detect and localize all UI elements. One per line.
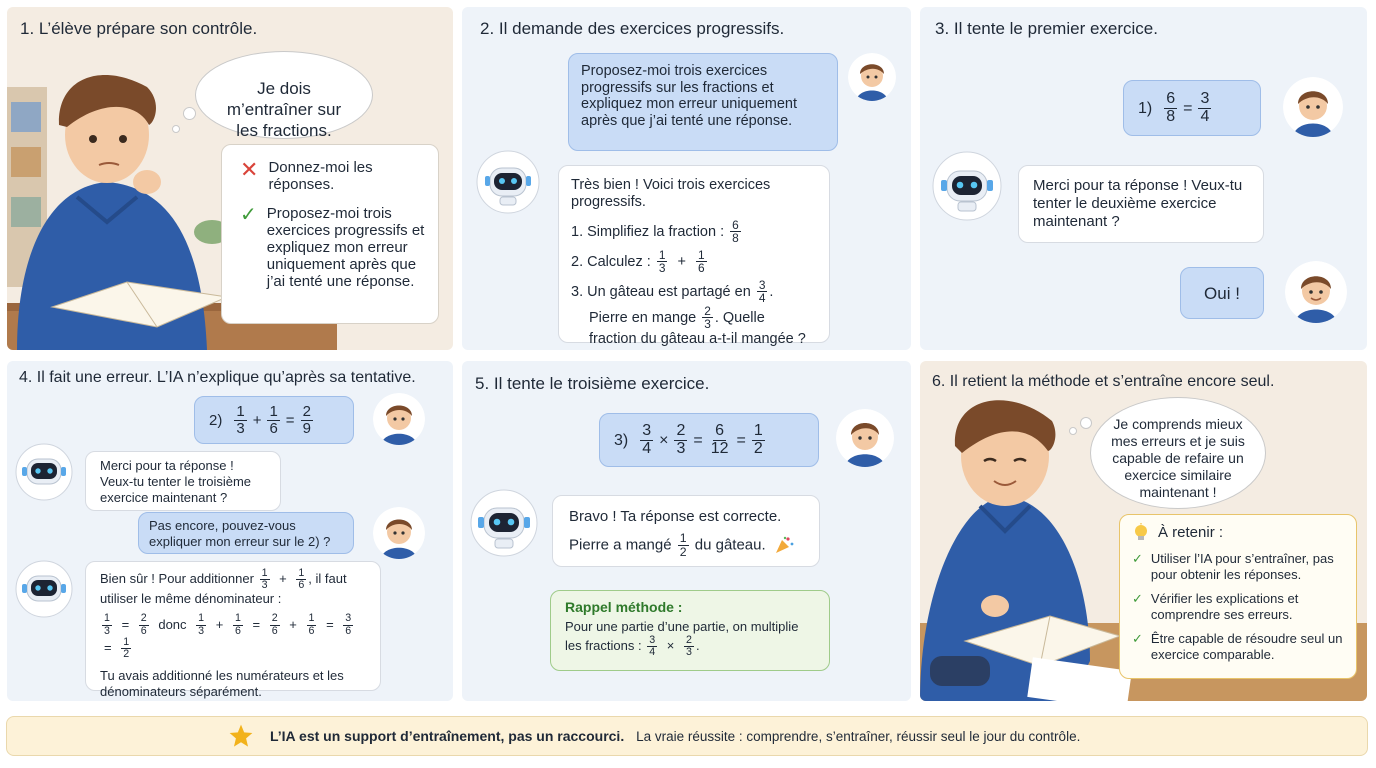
panel-4 [7,361,453,701]
user-yes-bubble [1180,267,1264,319]
check-icon: ✓ [1132,591,1143,606]
method-reminder-card [550,590,830,671]
plus-sign: + [279,571,287,587]
bad-prompt-text: Donnez-moi les réponses. [268,159,373,193]
equals-sign: = [1183,99,1193,117]
exercise-3-text: 3. Un gâteau est partagé en [571,283,751,300]
footer-rest: La vraie réussite : comprendre, s’entraîner, réussir seul le jour du contrôle. [636,729,1081,744]
panel-5 [462,361,911,701]
fraction: $\frac{1}{3}$ [198,612,205,637]
exercise-1-text: 1. Simplifiez la fraction : [571,223,725,240]
panel-2 [462,7,911,350]
exercise-label: 2) [209,411,223,429]
exercise-3-text-c: . Quelle [714,309,765,326]
fraction: $\frac{1}{6}$ [298,567,305,592]
panel-4-title: 4. Il fait une erreur. L’IA n’explique qu’après sa tentative. [19,369,416,386]
fraction: $\frac{1}{3}$ [104,612,110,637]
fraction: $\frac{3}{6}$ [345,612,352,637]
thought-text: Je dois m’entraîner sur les fractions. [226,79,342,140]
method-reminder-body: Pour une partie d’une partie, on multiplie les fractions : [565,619,799,654]
fraction: $\frac{3}{4}$ [1200,89,1210,125]
fraction: $\frac{1}{3}$ [261,567,268,592]
thought-dot [1069,427,1077,435]
method-reminder-text: Pour une partie d’une partie, on multiplie les fractions : $\frac{3}{4}$ × $\frac{2}{3}$ . [565,619,799,659]
remember-item [1132,551,1344,583]
remember-header [1132,523,1344,543]
fraction: $\frac{2}{6}$ [271,612,278,637]
cross-icon: ✕ [240,157,259,182]
fraction: $\frac{1}{6}$ [697,248,705,276]
user-request-bubble [568,53,838,151]
plus-sign: + [677,253,686,270]
thought-text: Je comprends mieux mes erreurs et je suis capable de refaire un exercice similaire maintenant ! [1111,416,1245,500]
good-prompt-text: Proposez-moi trois exercices progressifs et expliquez mon erreur uniquement après que j’ai tenté une réponse. [266,205,425,290]
equals-sign: = [252,616,261,632]
student-avatar [836,409,894,467]
plus-sign: + [252,411,262,429]
student-avatar [848,53,896,101]
user-question-bubble [138,512,354,554]
footer-text [270,728,1080,744]
panel-3 [920,7,1367,350]
fraction: $\frac{1}{2}$ [679,531,687,559]
times-sign: × [666,638,675,654]
remember-card [1119,514,1357,679]
fraction: $\frac{1}{6}$ [308,612,315,637]
ai-intro-text: Très bien ! Voici trois exercices progressifs. [571,177,771,210]
result-text: Pierre a mangé [569,536,672,554]
thought-dot [183,107,196,120]
star-icon [228,723,254,749]
fraction: $\frac{1}{6}$ [234,612,241,637]
student-avatar [1285,261,1347,323]
panel-6-title: 6. Il retient la méthode et s’entraîne encore seul. [932,373,1275,390]
hand [981,595,1009,617]
fraction: $\frac{3}{4}$ [758,278,766,306]
remember-item-text: Vérifier les explications et comprendre ses erreurs. [1150,591,1299,622]
panel-6 [920,361,1367,701]
plus-sign: + [289,616,297,632]
ai-reply-bubble [85,451,281,511]
fraction: $\frac{2}{6}$ [140,612,147,637]
ai-robot-avatar [470,489,538,557]
fraction: $\frac{2}{3}$ [686,634,692,659]
equals-sign: = [104,639,112,655]
fraction: $\frac{1}{3}$ [236,402,245,437]
fraction: $\frac{6}{8}$ [732,218,739,246]
thought-dot [1080,417,1092,429]
user-request-text: Proposez-moi trois exercices progressifs sur les fractions et expliquez mon erreur uniquement après que j’ai tenté une réponse. [581,63,798,129]
panel-1-title: 1. L’élève prépare son contrôle. [20,19,258,38]
panel-1 [7,7,453,350]
user-answer-bubble [599,413,819,467]
fraction: $\frac{1}{6}$ [269,402,278,437]
ai-reply-text: Merci pour ta réponse ! Veux-tu tenter le troisième exercice maintenant ? [100,458,252,505]
remember-item [1132,631,1344,663]
user-answer-bubble [194,396,354,444]
remember-item [1132,591,1344,623]
remember-item-text: Être capable de résoudre seul un exercice comparable. [1150,631,1343,662]
footer-banner [6,716,1368,756]
student-avatar [373,507,425,559]
exercise-3-text-d: fraction du gâteau a-t-il mangée ? [589,330,806,347]
exercise-3-text-b: Pierre en mange [589,309,697,326]
ai-exercises-bubble [558,165,830,347]
explanation-line-1 [100,568,366,607]
remember-item-text: Utiliser l’IA pour s’entraîner, pas pour obtenir les réponses. [1150,551,1334,582]
fraction: $\frac{1}{3}$ [658,248,666,276]
footer-bold: L’IA est un support d’entraînement, pas un raccourci. [270,728,625,744]
check-icon: ✓ [240,204,257,226]
explanation-text-a: Bien sûr ! Pour additionner [100,571,254,587]
ai-reply-text: Merci pour ta réponse ! Veux-tu tenter le deuxième exercice maintenant ? [1033,177,1243,230]
user-yes-text: Oui ! [1204,283,1240,303]
ai-robot-avatar [932,151,1002,221]
exercise-2 [571,249,817,275]
times-sign: × [659,431,669,449]
check-icon: ✓ [1132,631,1143,646]
equals-sign: = [693,431,703,449]
fraction: $\frac{3}{4}$ [649,634,656,659]
student-avatar [373,393,425,445]
fraction: $\frac{2}{3}$ [676,421,686,457]
explanation-conclusion: Tu avais additionné les numérateurs et les dénominateurs séparément. [100,668,344,700]
fraction: $\frac{1}{2}$ [753,421,763,457]
lightbulb-icon [1132,523,1150,543]
ai-robot-avatar [15,560,73,618]
thought-dot [172,125,180,133]
equals-sign: = [285,411,295,429]
fraction: $\frac{2}{9}$ [302,402,311,437]
thought-bubble [1090,397,1266,509]
user-answer-bubble [1123,80,1261,136]
user-question-text: Pas encore, pouvez-vous expliquer mon erreur sur le 2) ? [149,518,331,549]
method-reminder-title: Rappel méthode : [565,599,683,615]
explanation-text-b: , il faut utiliser le même dénominateur : [100,571,347,607]
ai-reply-bubble [1018,165,1264,243]
equals-sign: = [121,616,130,632]
ai-robot-avatar [476,150,540,214]
exercise-label: 3) [614,431,629,449]
pencil-case [930,656,990,686]
explanation-equation [100,613,366,660]
thought-bubble [195,51,373,139]
prompt-comparison-card [221,144,439,324]
exercise-label: 1) [1138,99,1153,117]
plus-sign: + [215,616,224,632]
exercise-1 [571,218,817,246]
student-avatar [1283,77,1343,137]
result-line [569,532,803,559]
check-icon: ✓ [1132,551,1143,566]
ai-robot-avatar [15,443,73,501]
panel-2-title: 2. Il demande des exercices progressifs. [480,19,785,38]
ai-explanation-bubble [85,561,381,700]
fraction: $\frac{1}{2}$ [123,635,130,660]
bravo-text: Bravo ! Ta réponse est correcte. [569,508,782,525]
equals-sign: = [736,431,746,449]
donc-text: donc [158,616,187,632]
ai-bravo-bubble [552,495,820,567]
fraction: $\frac{2}{3}$ [704,303,711,332]
equals-sign: = [326,616,334,632]
fraction: $\frac{3}{4}$ [642,421,652,457]
panel-5-title: 5. Il tente le troisième exercice. [475,374,710,393]
exercise-2-text: 2. Calculez : [571,253,651,270]
party-popper-icon [774,536,794,554]
panel-3-title: 3. Il tente le premier exercice. [935,19,1158,38]
result-text-b: du gâteau. [694,536,766,554]
remember-title: À retenir : [1158,524,1224,541]
exercise-3: 3. Un gâteau est partagé en $\frac{3}{4}$ . Pierre en mange $\frac{2}{3}$ . Quelle fraction du gâteau a-t-il mangée ? [571,279,817,348]
fraction: $\frac{6}{12}$ [710,421,729,457]
hand [133,170,161,194]
fraction: $\frac{6}{8}$ [1166,89,1176,125]
